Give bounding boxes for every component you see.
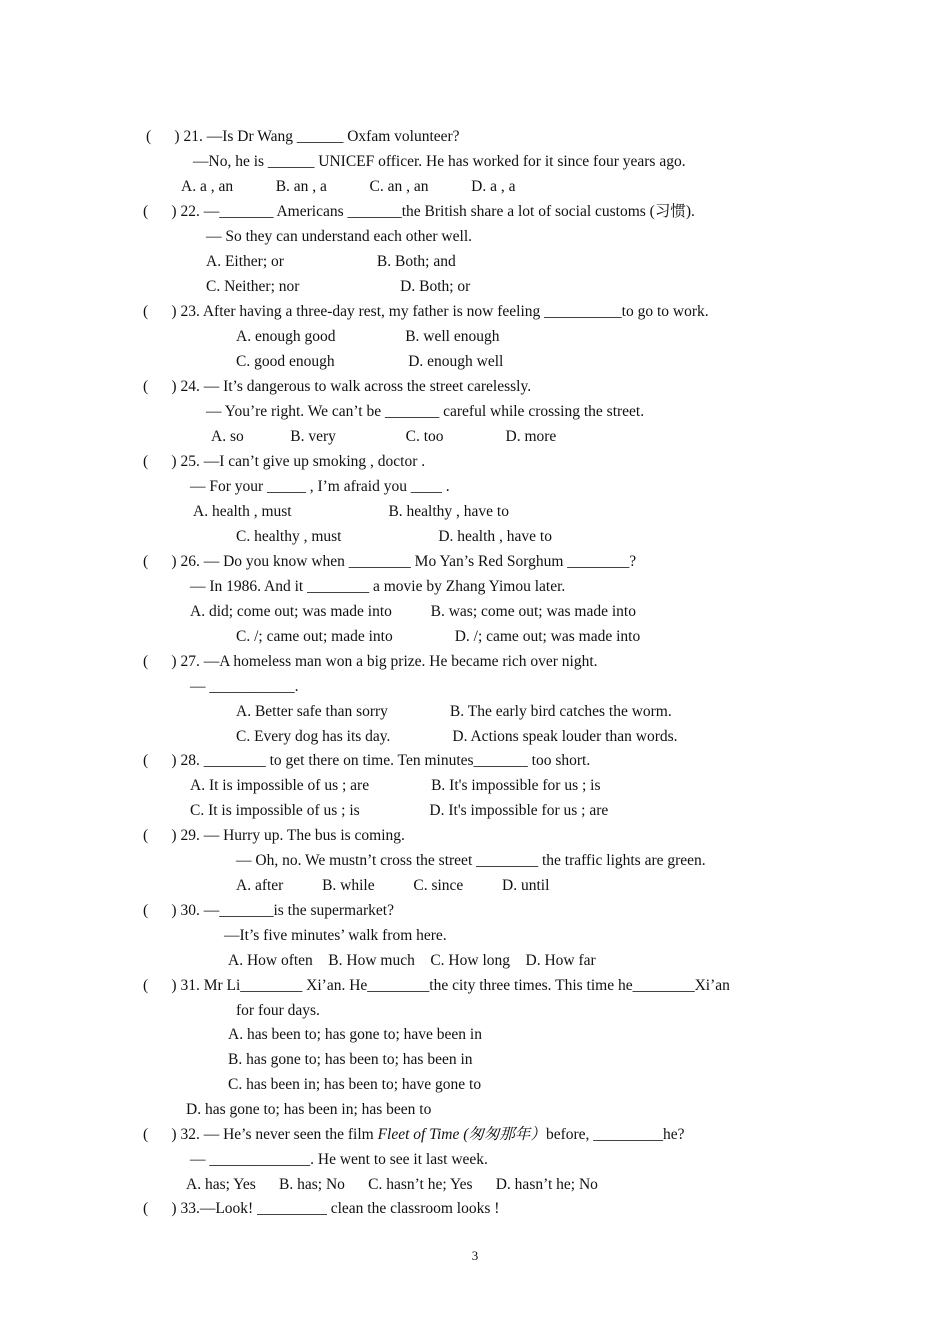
q31-option-a: A. has been to; has gone to; have been in (228, 1026, 482, 1043)
q26-options-cd: C. /; came out; made into D. /; came out; was made into (236, 628, 641, 645)
q24-options: A. so B. very C. too D. more (211, 428, 557, 445)
q23-options-cd: C. good enough D. enough well (236, 353, 504, 370)
q29-reply: — Oh, no. We mustn’t cross the street ________ the traffic lights are green. (236, 852, 706, 869)
page-number: 3 (471, 1248, 479, 1263)
q23-stem: ( ) 23. After having a three-day rest, my father is now feeling __________to go to work. (143, 303, 709, 320)
q32-stem-post: before, _________he? (545, 1126, 685, 1143)
q31-option-d: D. has gone to; has been in; has been to (186, 1101, 432, 1118)
q32-stem (143, 1125, 685, 1145)
q29-options: A. after B. while C. since D. until (236, 877, 550, 894)
q22-options-cd: C. Neither; nor D. Both; or (206, 278, 471, 295)
q22-reply: — So they can understand each other well. (206, 228, 472, 245)
q31-option-c: C. has been in; has been to; have gone to (228, 1076, 482, 1093)
q27-options-ab: A. Better safe than sorry B. The early bird catches the worm. (236, 703, 672, 720)
q26-stem: ( ) 26. — Do you know when ________ Mo Yan’s Red Sorghum ________? (143, 553, 637, 570)
q32-stem-pre: ( ) 32. — He’s never seen the film (143, 1126, 378, 1143)
q22-stem: ( ) 22. —_______ Americans _______the British share a lot of social customs (习惯). (143, 203, 695, 220)
q27-reply: — ___________. (190, 678, 299, 695)
q30-reply: —It’s five minutes’ walk from here. (224, 927, 447, 944)
q32-options: A. has; Yes B. has; No C. hasn’t he; Yes D. hasn’t he; No (186, 1176, 598, 1193)
q32-reply: — _____________. He went to see it last week. (190, 1151, 488, 1168)
q30-stem: ( ) 30. —_______is the supermarket? (143, 902, 394, 919)
q25-stem: ( ) 25. —I can’t give up smoking , doctor . (143, 453, 426, 470)
q24-reply: — You’re right. We can’t be _______ careful while crossing the street. (206, 403, 645, 420)
q30-options: A. How often B. How much C. How long D. How far (228, 952, 596, 969)
q28-options-cd: C. It is impossible of us ; is D. It's impossible for us ; are (190, 802, 609, 819)
q21-stem: ( ) 21. —Is Dr Wang ______ Oxfam volunteer? (146, 128, 460, 145)
q33-stem: ( ) 33.—Look! _________ clean the classroom looks ! (143, 1200, 500, 1217)
q25-options-ab: A. health , must B. healthy , have to (193, 503, 509, 520)
q24-stem: ( ) 24. — It’s dangerous to walk across the street carelessly. (143, 378, 532, 395)
q31-option-b: B. has gone to; has been to; has been in (228, 1051, 473, 1068)
q22-options-ab: A. Either; or B. Both; and (206, 253, 456, 270)
q28-options-ab: A. It is impossible of us ; are B. It's impossible for us ; is (190, 777, 601, 794)
q21-options: A. a , an B. an , a C. an , an D. a , a (181, 178, 516, 195)
q26-options-ab: A. did; come out; was made into B. was; come out; was made into (190, 603, 636, 620)
q25-options-cd: C. healthy , must D. health , have to (236, 528, 552, 545)
q31-stem: ( ) 31. Mr Li________ Xi’an. He________the city three times. This time he________Xi’an (143, 977, 730, 994)
q27-options-cd: C. Every dog has its day. D. Actions speak louder than words. (236, 728, 678, 745)
q27-stem: ( ) 27. —A homeless man won a big prize. He became rich over night. (143, 653, 598, 670)
q21-reply: —No, he is ______ UNICEF officer. He has worked for it since four years ago. (193, 153, 686, 170)
q32-film-title: Fleet of Time (匆匆那年） (377, 1126, 546, 1143)
q29-stem: ( ) 29. — Hurry up. The bus is coming. (143, 827, 405, 844)
q23-options-ab: A. enough good B. well enough (236, 328, 500, 345)
q31-stem-continued: for four days. (236, 1002, 320, 1019)
q25-reply: — For your _____ , I’m afraid you ____ . (190, 478, 450, 495)
q28-stem: ( ) 28. ________ to get there on time. Ten minutes_______ too short. (143, 752, 591, 769)
q26-reply: — In 1986. And it ________ a movie by Zhang Yimou later. (190, 578, 566, 595)
